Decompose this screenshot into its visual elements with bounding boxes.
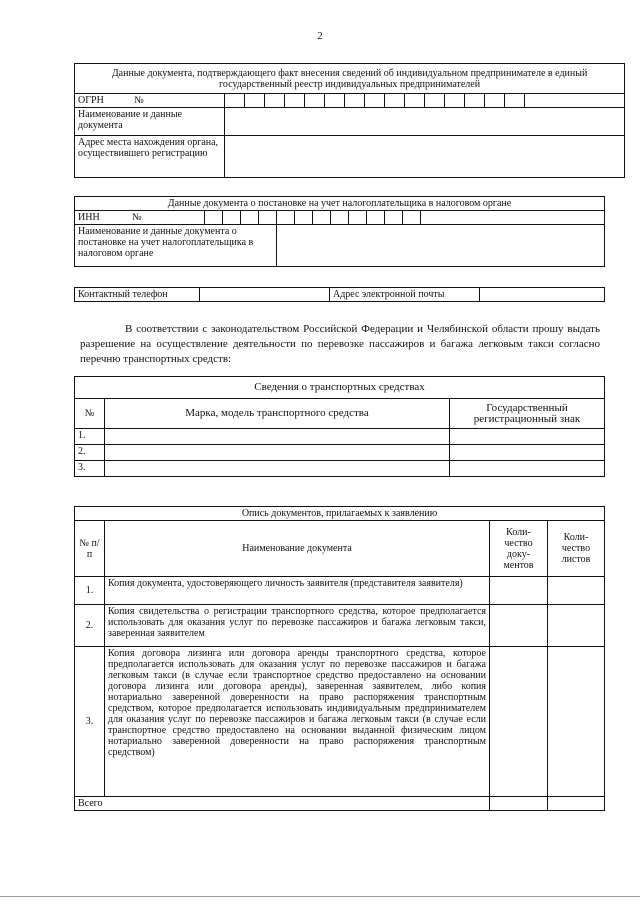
contacts-table <box>74 287 605 302</box>
inn-label: ИНН <box>78 212 100 223</box>
document-row-number: 3. <box>75 647 105 797</box>
inn-table <box>74 196 605 267</box>
inn-digit-cell[interactable] <box>331 211 349 225</box>
document-row-text: Копия договора лизинга или договора аренды транспортного средства, которое предполагается использовать для оказания услуг по перевозке пассажиров и багажа легковым такси (в случае если транспортное средство предоставлено на основании договора лизинга или договора аренды), заверенная заявителем, либо копия нотариально заверенной доверенности на право распоряжения транспортным средством, которое предполагается использовать индивидуальным предпринимателем для оказания услуг по перевозке пассажиров и багажа легковым такси (в случае если транспортное средство предоставлено на основании выданной физическим лицом нотариально заверенной доверенности на право распоряжения транспортным средством) <box>105 647 490 797</box>
email-label: Адрес электронной почты <box>330 288 480 302</box>
vehicles-table-title: Сведения о транспортных средствах <box>75 377 605 399</box>
document-sheets-count-cell[interactable] <box>548 577 605 605</box>
inn-label-cell <box>75 211 205 225</box>
vehicle-brand-cell[interactable] <box>105 461 450 477</box>
inn-digit-cell[interactable] <box>277 211 295 225</box>
ogrn-digit-cell[interactable] <box>485 94 505 108</box>
vehicle-plate-cell[interactable] <box>450 429 605 445</box>
page-number: 2 <box>317 30 323 42</box>
inn-digit-cell[interactable] <box>205 211 223 225</box>
document-docs-count-cell[interactable] <box>490 605 548 647</box>
ogrn-extra-cell[interactable] <box>525 94 625 108</box>
inn-section-title: Данные документа о постановке на учет налогоплательщика в налоговом органе <box>75 197 605 211</box>
ogrn-digit-cell[interactable] <box>445 94 465 108</box>
ogrn-address-value[interactable] <box>225 136 625 178</box>
inn-digit-cell[interactable] <box>241 211 259 225</box>
ogrn-digit-cell[interactable] <box>425 94 445 108</box>
inn-digit-cell[interactable] <box>295 211 313 225</box>
phone-value[interactable] <box>200 288 330 302</box>
document-row-number: 1. <box>75 577 105 605</box>
documents-col-number: № п/п <box>75 521 105 577</box>
ogrn-digit-cell[interactable] <box>345 94 365 108</box>
document-sheets-count-cell[interactable] <box>548 605 605 647</box>
document-row-text: Копия документа, удостоверяющего личность заявителя (представителя заявителя) <box>105 577 490 605</box>
inn-digit-cell[interactable] <box>385 211 403 225</box>
documents-total-label: Всего <box>75 797 490 811</box>
vehicle-plate-cell[interactable] <box>450 461 605 477</box>
documents-col-docs-count: Коли-чество доку-ментов <box>490 521 548 577</box>
ogrn-doc-name-label: Наименование и данные документа <box>75 108 225 136</box>
vehicle-row-number: 1. <box>75 429 105 445</box>
vehicle-brand-cell[interactable] <box>105 429 450 445</box>
email-value[interactable] <box>480 288 605 302</box>
document-docs-count-cell[interactable] <box>490 577 548 605</box>
vehicles-col-brand: Марка, модель транспортного средства <box>105 399 450 429</box>
documents-col-sheets-count: Коли-чество листов <box>548 521 605 577</box>
inn-extra-cell[interactable] <box>421 211 605 225</box>
ogrn-digit-cell[interactable] <box>225 94 245 108</box>
ogrn-address-label: Адрес места нахождения органа, осуществившего регистрацию <box>75 136 225 178</box>
inn-digit-cell[interactable] <box>223 211 241 225</box>
vehicle-row-number: 3. <box>75 461 105 477</box>
ogrn-digit-cell[interactable] <box>265 94 285 108</box>
vehicle-brand-cell[interactable] <box>105 445 450 461</box>
ogrn-digit-cell[interactable] <box>365 94 385 108</box>
request-paragraph: В соответствии с законодательством Российской Федерации и Челябинской области прошу выдать разрешение на осуществление деятельности по перевозке пассажиров и багажа легковым такси согласно перечню транспортных средств: <box>80 323 600 365</box>
document-row-text: Копия свидетельства о регистрации транспортного средства, которое предполагается использовать для оказания услуг по перевозке пассажиров и багажа легковым такси, заверенная заявителем <box>105 605 490 647</box>
ogrn-number-sign: № <box>134 95 144 106</box>
documents-total-sheets-cell[interactable] <box>548 797 605 811</box>
ogrn-label: ОГРН <box>78 95 104 106</box>
inn-digit-cell[interactable] <box>313 211 331 225</box>
documents-total-docs-cell[interactable] <box>490 797 548 811</box>
document-docs-count-cell[interactable] <box>490 647 548 797</box>
vehicles-col-number: № <box>75 399 105 429</box>
ogrn-section-title: Данные документа, подтверждающего факт внесения сведений об индивидуальном предпринимателе в единый государственный реестр индивидуальных предпринимателей <box>75 64 625 94</box>
inn-digit-cell[interactable] <box>349 211 367 225</box>
ogrn-digit-cell[interactable] <box>405 94 425 108</box>
vehicle-plate-cell[interactable] <box>450 445 605 461</box>
documents-col-name: Наименование документа <box>105 521 490 577</box>
ogrn-digit-cell[interactable] <box>305 94 325 108</box>
ogrn-digit-cell[interactable] <box>505 94 525 108</box>
ogrn-digit-cell[interactable] <box>285 94 305 108</box>
inn-doc-name-value[interactable] <box>277 225 605 267</box>
ogrn-digit-cell[interactable] <box>245 94 265 108</box>
page-bottom-rule <box>0 896 640 897</box>
ogrn-digit-cell[interactable] <box>325 94 345 108</box>
vehicle-row-number: 2. <box>75 445 105 461</box>
vehicles-col-plate: Государственный регистрационный знак <box>450 399 605 429</box>
ogrn-table <box>74 63 625 178</box>
document-row-number: 2. <box>75 605 105 647</box>
vehicles-table <box>74 376 605 477</box>
inn-doc-name-label: Наименование и данные документа о постановке на учет налогоплательщика в налоговом органе <box>75 225 277 267</box>
inn-number-sign: № <box>132 212 142 223</box>
inn-digit-cell[interactable] <box>403 211 421 225</box>
document-sheets-count-cell[interactable] <box>548 647 605 797</box>
inn-digit-cell[interactable] <box>259 211 277 225</box>
inn-digit-cell[interactable] <box>367 211 385 225</box>
ogrn-digit-cell[interactable] <box>465 94 485 108</box>
phone-label: Контактный телефон <box>75 288 200 302</box>
ogrn-digit-cell[interactable] <box>385 94 405 108</box>
ogrn-label-cell <box>75 94 225 108</box>
documents-table-title: Опись документов, прилагаемых к заявлению <box>75 507 605 521</box>
documents-table <box>74 506 605 811</box>
ogrn-doc-name-value[interactable] <box>225 108 625 136</box>
